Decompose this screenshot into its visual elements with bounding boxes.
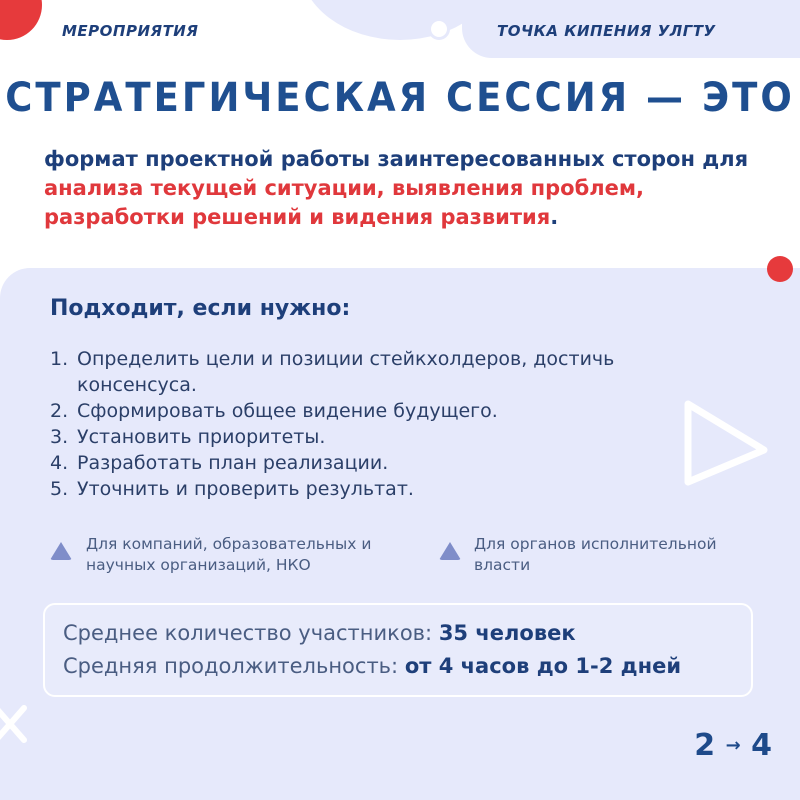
participants-label: Среднее количество участников: [63, 621, 439, 645]
list-item [50, 450, 650, 476]
participants-line [63, 621, 576, 645]
duration-line [63, 654, 681, 678]
intro-text [44, 145, 774, 232]
total-pages: 4 [751, 728, 772, 763]
suitable-list [50, 346, 650, 502]
triangle-icon [439, 542, 461, 560]
list-item-text: Разработать план реализации. [77, 452, 389, 474]
list-item-text: Определить цели и позиции стейкхолдеров, достичь консенсуса. [77, 348, 615, 396]
intro-end: . [550, 205, 559, 229]
list-item-number: 2. [50, 400, 69, 422]
play-triangle-icon [680, 398, 772, 490]
duration-value: от 4 часов до 1-2 дней [404, 654, 682, 678]
red-dot-decoration [767, 256, 793, 282]
intro-part: формат проектной работы заинтересованных сторон для [44, 147, 749, 171]
list-item-number: 3. [50, 426, 69, 448]
list-item-text: Уточнить и проверить результат. [77, 478, 414, 500]
page-title: СТРАТЕГИЧЕСКАЯ СЕССИЯ — ЭТО [5, 74, 795, 121]
x-icon [0, 702, 30, 748]
list-item [50, 476, 650, 502]
arrow-right-icon: → [725, 735, 741, 756]
organization-tag: ТОЧКА КИПЕНИЯ УЛГТУ [497, 22, 716, 40]
triangle-icon [50, 542, 72, 560]
list-item-number: 4. [50, 452, 69, 474]
info-box [43, 603, 753, 697]
suitable-heading: Подходит, если нужно: [50, 296, 351, 321]
list-item [50, 424, 650, 450]
section-tag: МЕРОПРИЯТИЯ [62, 22, 199, 40]
list-item-text: Установить приоритеты. [77, 426, 326, 448]
list-item-text: Сформировать общее видение будущего. [77, 400, 498, 422]
duration-label: Средняя продолжительность: [63, 654, 405, 678]
list-item [50, 346, 650, 398]
participants-value: 35 человек [438, 621, 576, 645]
intro-highlight: анализа текущей ситуации, выявления проблем, разработки решений и видения развития [44, 176, 645, 229]
red-circle-top-left [0, 0, 42, 40]
list-item [50, 398, 650, 424]
audience-authorities: Для органов исполнительной власти [474, 535, 717, 574]
audience-organizations: Для компаний, образовательных и научных организаций, НКО [86, 535, 372, 574]
page-indicator [694, 728, 772, 763]
list-item-number: 5. [50, 478, 69, 500]
current-page: 2 [694, 728, 716, 763]
ring-decoration [428, 18, 450, 40]
list-item-number: 1. [50, 348, 69, 370]
